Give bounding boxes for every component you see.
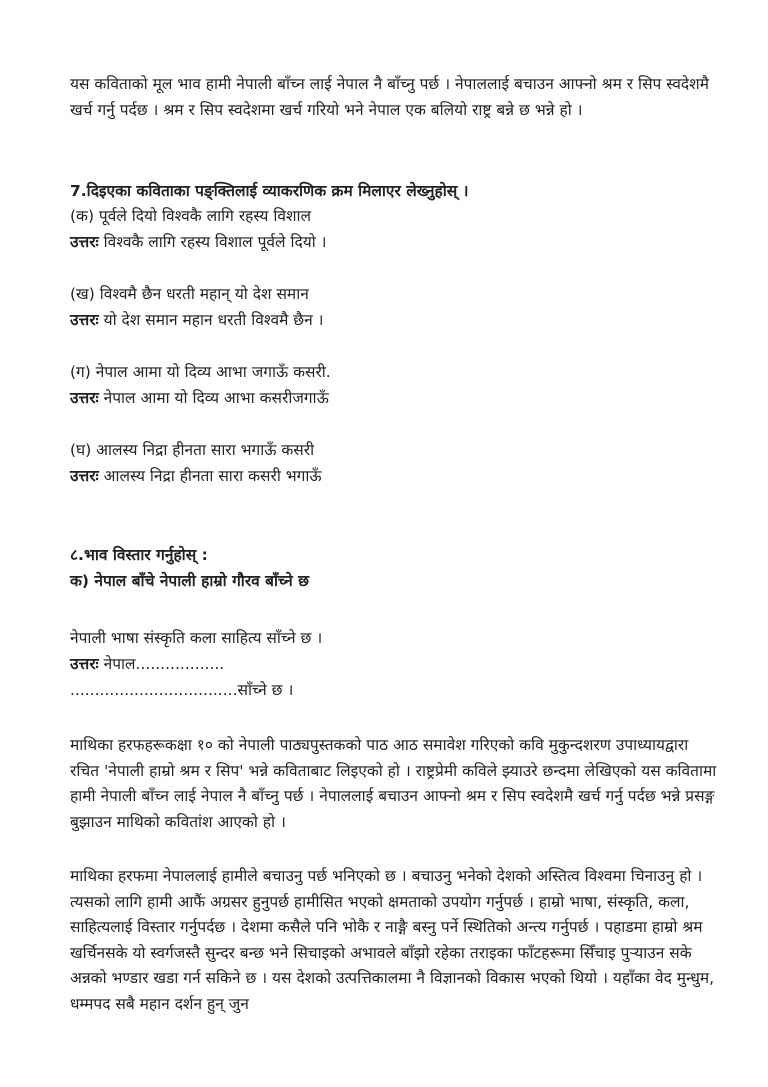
question-gha: (घ) आलस्य निद्रा हीनता सारा भगाऊँ कसरी xyxy=(70,441,315,459)
answer-ga xyxy=(70,388,329,408)
verse-line: नेपाली भाषा संस्कृति कला साहित्य साँच्ने छ । xyxy=(70,629,323,647)
intro-paragraph: यस कविताको मूल भाव हामी नेपाली बाँच्न लाई नेपाल नै बाँच्नु पर्छ । नेपाललाई बचाउन आफ्नो श्रम र सिप स्वदेशमै खर्च गर्नु पर्दछ । श्रम र सिप स्वदेशमा खर्च गरियो भने नेपाल एक बलियो राष्ट्र बन्ने छ भन्ने हो । xyxy=(70,75,709,119)
answer-label: उत्तरः xyxy=(70,311,99,329)
answer-text: विश्वकै लागि रहस्य विशाल पूर्वले दियो । xyxy=(98,233,327,251)
answer-text: यो देश समान महान धरती विश्वमै छैन । xyxy=(98,311,324,329)
answer-end: ..................................साँच्ने छ । xyxy=(70,681,294,699)
question-ga: (ग) नेपाल आमा यो दिव्य आभा जगाऊँ कसरी. xyxy=(70,363,331,381)
question-ka: (क) पूर्वले दियो विश्वकै लागि रहस्य विशाल xyxy=(70,207,312,225)
section-8-heading: ८.भाव विस्तार गर्नुहोस् : xyxy=(70,546,208,564)
section-8-subheading: क) नेपाल बाँचे नेपाली हाम्रो गौरव बाँच्ने छ xyxy=(70,572,310,590)
answer-label: उत्तरः xyxy=(70,655,99,673)
answer-start xyxy=(70,654,224,674)
question-kha: (ख) विश्वमै छैन धरती महान् यो देश समान xyxy=(70,285,309,303)
explanation-paragraph-2: माथिका हरफमा नेपाललाई हामीले बचाउनु पर्छ भनिएको छ । बचाउनु भनेको देशको अस्तित्व विश्वमा चिनाउनु हो । त्यसको लागि हामी आफैं अग्रसर हुनुपर्छ हामीसित भएको क्षमताको उपयोग गर्नुपर्छ । हाम्रो भाषा, संस्कृति, कला, साहित्यलाई विस्तार गर्नुपर्दछ । देशमा कसैले पनि भोकै र नाङ्गै बस्नु पर्ने स्थितिको अन्त्य गर्नुपर्छ । पहाडमा हाम्रो श्रम खर्चिनसके यो स्वर्गजस्तै सुन्दर बन्छ भने सिचाइको अभावले बाँझो रहेका तराइका फाँटहरूमा सिँचाइ पुर्‍याउन सके अन्नको भण्डार खडा गर्न सकिने छ । यस देशको उत्पत्तिकालमा नै विज्ञानको विकास भएको थियो । यहाँका वेद मुन्धुम, धम्मपद सबै महान दर्शन हुन् जुन xyxy=(70,867,715,1013)
section-7-heading: 7.दिइएका कविताका पङ्क्तिलाई व्याकरणिक क्रम मिलाएर लेख्नुहोस् । xyxy=(70,182,469,200)
answer-ka xyxy=(70,232,327,252)
answer-text: नेपाल आमा यो दिव्य आभा कसरीजगाऊँ xyxy=(98,389,329,407)
answer-gha xyxy=(70,466,322,486)
answer-label: उत्तरः xyxy=(70,233,99,251)
answer-text: आलस्य निद्रा हीनता सारा कसरी भगाऊँ xyxy=(98,467,322,485)
answer-kha xyxy=(70,310,324,330)
explanation-paragraph-1: माथिका हरफहरूकक्षा १० को नेपाली पाठ्यपुस्तकको पाठ आठ समावेश गरिएको कवि मुकुन्दशरण उपाध्यायद्वारा रचित 'नेपाली हाम्रो श्रम र सिप' भन्ने कविताबाट लिइएको हो । राष्ट्रप्रेमी कविले झ्याउरे छन्दमा लेखिएको यस कवितामा हामी नेपाली बाँच्न लाई नेपाल नै बाँच्नु पर्छ । नेपाललाई बचाउन आफ्नो श्रम र सिप स्वदेशमै खर्च गर्नु पर्दछ भन्ने प्रसङ्ग बुझाउन माथिको कवितांश आएको हो । xyxy=(70,736,717,831)
answer-text: नेपाल.................. xyxy=(98,655,225,673)
answer-label: उत्तरः xyxy=(70,389,99,407)
answer-label: उत्तरः xyxy=(70,467,99,485)
